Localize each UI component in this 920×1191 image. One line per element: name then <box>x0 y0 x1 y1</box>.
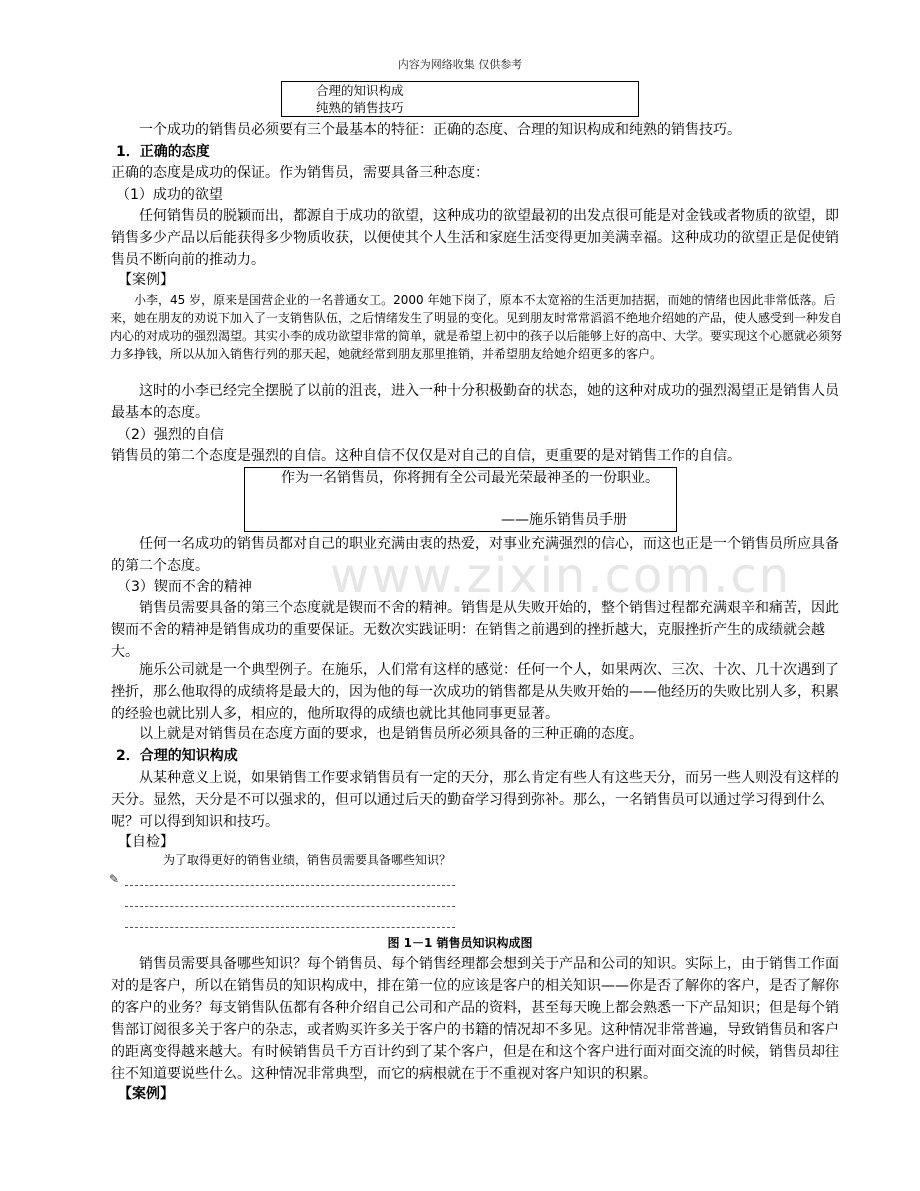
pen-icon: ✎ <box>109 872 120 886</box>
check-question: 为了取得更好的销售业绩，销售员需要具备哪些知识？ <box>163 853 452 867</box>
check-label: 【自检】 <box>118 834 174 850</box>
paragraph: 任何销售员的脱颖而出，都源自于成功的欲望，这种成功的欲望最初的出发点很可能是对金钱或者物质的欲望，即销售多少产品以后能获得多少物质收获，以便使其个人生活和家庭生活变得更加美满幸福。这种成功的欲望正是促使销售员不断向前的推动力。 <box>111 208 839 268</box>
paragraph: 正确的态度是成功的保证。作为销售员，需要具备三种态度： <box>111 165 489 181</box>
quote-source: ——施乐销售员手册 <box>501 512 627 528</box>
answer-line <box>125 906 455 907</box>
paragraph: 这时的小李已经完全摆脱了以前的沮丧，进入一种十分积极勤奋的状态，她的这种对成功的强烈渴望正是销售人员最基本的态度。 <box>111 383 839 421</box>
case-text: 小李，45 岁，原来是国营企业的一名普通女工。2000 年她下岗了，原本不太宽裕的生活更加拮据，而她的情绪也因此非常低落。后来，她在朋友的劝说下加入了一支销售队伍，之后情绪发生了明显的变化。见到朋友时常常滔滔不绝地介绍她的产品，使人感受到一种发自内心的对成功的强烈渴望。其实小李的成功欲望非常的简单，就是希望上初中的孩子以后能够上好的高中、大学。要实现这个心愿就必须努力多挣钱，所以从加入销售行列的那天起，她就经常到朋友那里推销，并希望朋友给她介绍更多的客户。 <box>110 293 843 361</box>
page-header: 内容为网络收集 仅供参考 <box>397 58 523 71</box>
paragraph: 从某种意义上说，如果销售工作要求销售员有一定的天分，那么肯定有些人有这些天分，而另一些人则没有这样的天分。显然，天分是不可以强求的，但可以通过后天的勤奋学习得到弥补。那么，一名销售员可以通过学习得到什么呢？可以得到知识和技巧。 <box>111 770 839 830</box>
paragraph: 销售员需要具备哪些知识？每个销售员、每个销售经理都会想到关于产品和公司的知识。实际上，由于销售工作面对的是客户，所以在销售员的知识构成中，排在第一位的应该是客户的相关知识——你是否了解你的客户，是否了解你的客户的业务？每支销售队伍都有各种介绍自己公司和产品的资料，甚至每天晚上都会熟悉一下产品知识；但是每个销售部订阅很多关于客户的杂志，或者购买许多关于客户的书籍的情况却不多见。这种情况非常普遍，导致销售员和客户的距离变得越来越大。有时候销售员千方百计约到了某个客户，但是在和这个客户进行面对面交流的时候，销售员却往往不知道要说些什么。这种情况非常典型，而它的病根就在于不重视对客户知识的积累。 <box>111 956 839 1082</box>
paragraph: 任何一名成功的销售员都对自己的职业充满由衷的热爱，对事业充满强烈的信心，而这也正是一个销售员所应具备的第二个态度。 <box>111 536 839 574</box>
section-2-title: 2．合理的知识构成 <box>116 748 238 764</box>
subheading-2: （2）强烈的自信 <box>117 427 224 443</box>
paragraph: 销售员需要具备的第三个态度就是锲而不舍的精神。销售是从失败开始的，整个销售过程都充满艰辛和痛苦，因此锲而不舍的精神是销售成功的重要保证。无数次实践证明：在销售之前遇到的挫折越大，克服挫折产生的成绩就会越大。 <box>111 600 839 660</box>
intro-paragraph: 一个成功的销售员必须要有三个最基本的特征：正确的态度、合理的知识构成和纯熟的销售技巧。 <box>139 122 741 138</box>
summary-line-1: 合理的知识构成 <box>316 83 404 98</box>
paragraph: 销售员的第二个态度是强烈的自信。这种自信不仅仅是对自己的自信，更重要的是对销售工作的自信。 <box>111 448 741 464</box>
summary-box <box>281 81 639 117</box>
case-label: 【案例】 <box>118 1086 174 1102</box>
summary-line-2: 纯熟的销售技巧 <box>316 100 404 115</box>
answer-line <box>125 927 455 928</box>
section-1-title: 1．正确的态度 <box>116 144 210 160</box>
watermark: www.zixin.com.cn <box>330 548 792 604</box>
quote-box <box>244 467 677 532</box>
answer-line <box>125 885 455 886</box>
quote-text: 作为一名销售员，你将拥有全公司最光荣最神圣的一份职业。 <box>281 470 659 486</box>
paragraph: 以上就是对销售员在态度方面的要求，也是销售员所必须具备的三种正确的态度。 <box>139 726 643 742</box>
figure-caption: 图 1－1 销售员知识构成图 <box>387 936 533 950</box>
subheading-1: （1）成功的欲望 <box>116 187 223 203</box>
case-label: 【案例】 <box>118 272 174 288</box>
paragraph: 施乐公司就是一个典型例子。在施乐，人们常有这样的感觉：任何一个人，如果两次、三次、十次、几十次遇到了挫折，那么他取得的成绩将是最大的，因为他的每一次成功的销售都是从失败开始的——他经历的失败比别人多，积累的经验也就比别人多，相应的，他所取得的成绩也就比其他同事更显著。 <box>111 662 839 722</box>
subheading-3: （3）锲而不舍的精神 <box>117 579 252 595</box>
